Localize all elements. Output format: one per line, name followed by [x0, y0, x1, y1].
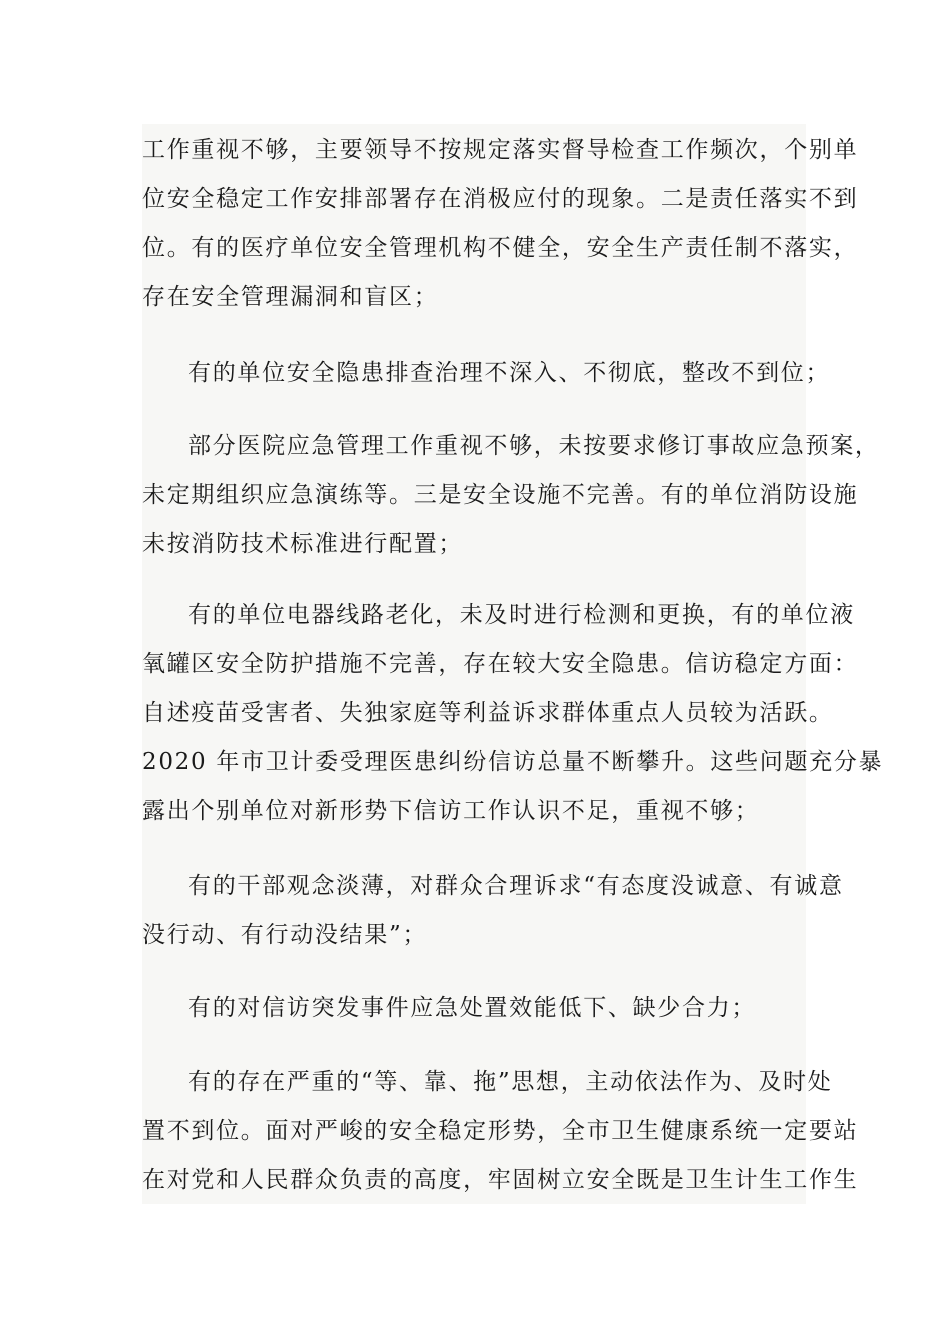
text-line: 没行动、有行动没结果”；	[142, 922, 428, 948]
text-line: 有的干部观念淡薄，对群众合理诉求“有态度没诚意、有诚意	[188, 873, 844, 899]
paragraph-6	[142, 984, 806, 1033]
text-line: 部分医院应急管理工作重视不够，未按要求修订事故应急预案，	[188, 433, 880, 459]
text-line: 有的单位安全隐患排查治理不深入、不彻底，整改不到位；	[188, 360, 831, 386]
paragraph-1	[142, 126, 859, 322]
text-line: 有的单位电器线路老化，未及时进行检测和更换，有的单位液	[188, 602, 855, 628]
text-line: 工作重视不够，主要领导不按规定落实督导检查工作频次，个别单	[142, 137, 859, 163]
paragraph-4	[142, 591, 884, 836]
text-line: 氧罐区安全防护措施不完善，存在较大安全隐患。信访稳定方面：	[142, 651, 859, 677]
text-line: 露出个别单位对新形势下信访工作认识不足，重视不够；	[142, 798, 760, 824]
text-line: 有的对信访突发事件应急处置效能低下、缺少合力；	[188, 995, 757, 1021]
paragraph-3	[142, 422, 880, 569]
text-line: 有的存在严重的“等、靠、拖”思想，主动依法作为、及时处	[188, 1069, 833, 1095]
text-line: 2020 年市卫计委受理医患纠纷信访总量不断攀升。这些问题充分暴	[142, 749, 884, 775]
text-line: 位。有的医疗单位安全管理机构不健全，安全生产责任制不落实，	[142, 235, 859, 261]
text-line: 置不到位。面对严峻的安全稳定形势，全市卫生健康系统一定要站	[142, 1118, 859, 1144]
paragraph-5	[142, 862, 844, 960]
document-page	[142, 124, 884, 1204]
text-line: 在对党和人民群众负责的高度，牢固树立安全既是卫生计生工作生	[142, 1167, 859, 1193]
text-line: 自述疫苗受害者、失独家庭等利益诉求群体重点人员较为活跃。	[142, 700, 834, 726]
text-line: 未按消防技术标准进行配置；	[142, 531, 464, 557]
text-line: 未定期组织应急演练等。三是安全设施不完善。有的单位消防设施	[142, 482, 859, 508]
text-line: 位安全稳定工作安排部署存在消极应付的现象。二是责任落实不到	[142, 186, 859, 212]
paragraph-7	[142, 1058, 859, 1205]
paragraph-2	[142, 349, 831, 398]
text-line: 存在安全管理漏洞和盲区；	[142, 284, 439, 310]
